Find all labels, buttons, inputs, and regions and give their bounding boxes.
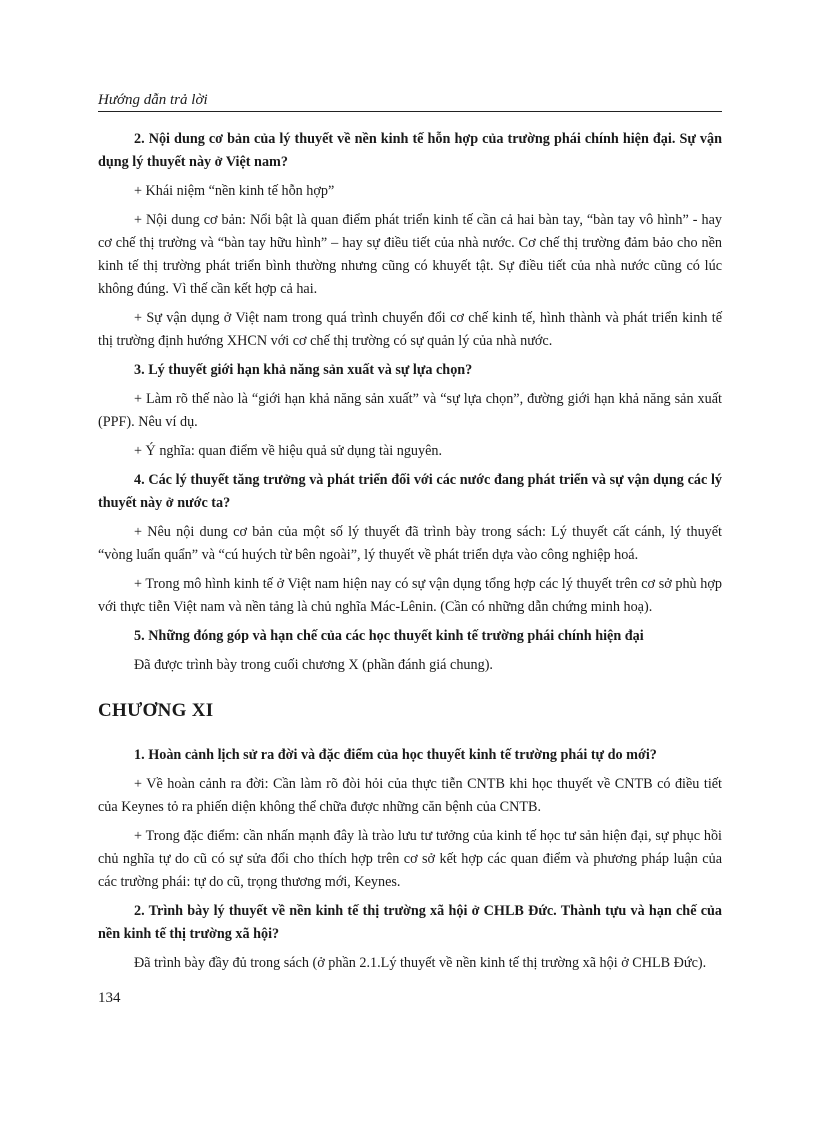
question-heading: 3. Lý thuyết giới hạn khả năng sản xuất và sự lựa chọn? [134, 362, 473, 378]
page-number: 134 [98, 990, 121, 1006]
question-heading: 5. Những đóng góp và hạn chế của các học thuyết kinh tế trường phái chính hiện đại [134, 628, 644, 644]
answer-paragraph: + Ý nghĩa: quan điểm về hiệu quả sử dụng tài nguyên. [134, 443, 443, 459]
answer-paragraph: + Trong mô hình kinh tế ở Việt nam hiện nay có sự vận dụng tổng hợp các lý thuyết trên cơ sở phù hợp với thực tiễn Việt nam và nền tảng là chủ nghĩa Mác-Lênin. (Cần có những dẫn chứng minh hoạ). [98, 576, 722, 615]
running-header: Hướng dẫn trả lời [98, 92, 722, 112]
chapter-heading: CHƯƠNG XI [98, 700, 214, 721]
answer-paragraph: + Nội dung cơ bản: Nổi bật là quan điểm phát triển kinh tế cần cả hai bàn tay, “bàn tay vô hình” - hay cơ chế thị trường và “bàn tay hữu hình” – hay sự điều tiết của nhà nước. Cơ chế thị trường đảm bảo cho nền kinh tế thị trường phát triển bình thường nhưng cũng có khuyết tật. Sự điều tiết của nhà nước cũng có lúc không đúng. Vì thế cần kết hợp cả hai. [98, 212, 722, 297]
answer-paragraph: + Trong đặc điểm: cần nhấn mạnh đây là trào lưu tư tưởng của kinh tế học tư sản hiện đại, sự phục hồi chủ nghĩa tự do cũ có sự sửa đổi cho thích hợp trên cơ sở kết hợp các quan điểm và phương pháp luận của các trường phái: tự do cũ, trọng thương mới, Keynes. [98, 828, 722, 890]
question-heading: 2. Trình bày lý thuyết về nền kinh tế thị trường xã hội ở CHLB Đức. Thành tựu và hạn chế của nền kinh tế thị trường xã hội? [98, 903, 722, 942]
answer-paragraph: + Về hoàn cảnh ra đời: Cần làm rõ đòi hỏi của thực tiễn CNTB khi học thuyết về CNTB có điều tiết của Keynes tỏ ra phiến diện không thể chữa được những căn bệnh của CNTB. [98, 776, 722, 815]
page-body [98, 128, 722, 981]
answer-paragraph: Đã trình bày đầy đủ trong sách (ở phần 2.1.Lý thuyết về nền kinh tế thị trường xã hội ở CHLB Đức). [134, 955, 707, 971]
answer-paragraph: + Sự vận dụng ở Việt nam trong quá trình chuyển đổi cơ chế kinh tế, hình thành và phát triển kinh tế thị trường định hướng XHCN với cơ chế thị trường có sự quản lý của nhà nước. [98, 310, 722, 349]
question-heading: 2. Nội dung cơ bản của lý thuyết về nền kinh tế hỗn hợp của trường phái chính hiện đại. Sự vận dụng lý thuyết này ở Việt nam? [98, 131, 722, 170]
answer-paragraph: + Khái niệm “nền kinh tế hỗn hợp” [134, 183, 335, 199]
answer-paragraph: Đã được trình bày trong cuối chương X (phần đánh giá chung). [134, 657, 493, 673]
question-heading: 4. Các lý thuyết tăng trưởng và phát triển đối với các nước đang phát triển và sự vận dụng các lý thuyết này ở nước ta? [98, 472, 722, 511]
question-heading: 1. Hoàn cảnh lịch sử ra đời và đặc điểm của học thuyết kinh tế trường phái tự do mới? [134, 747, 657, 763]
answer-paragraph: + Nêu nội dung cơ bản của một số lý thuyết đã trình bày trong sách: Lý thuyết cất cánh, lý thuyết “vòng luẩn quẩn” và “cú huých từ bên ngoài”, lý thuyết về phát triển dựa vào công nghiệp hoá. [98, 524, 722, 563]
answer-paragraph: + Làm rõ thế nào là “giới hạn khả năng sản xuất” và “sự lựa chọn”, đường giới hạn khả năng sản xuất (PPF). Nêu ví dụ. [98, 391, 722, 430]
